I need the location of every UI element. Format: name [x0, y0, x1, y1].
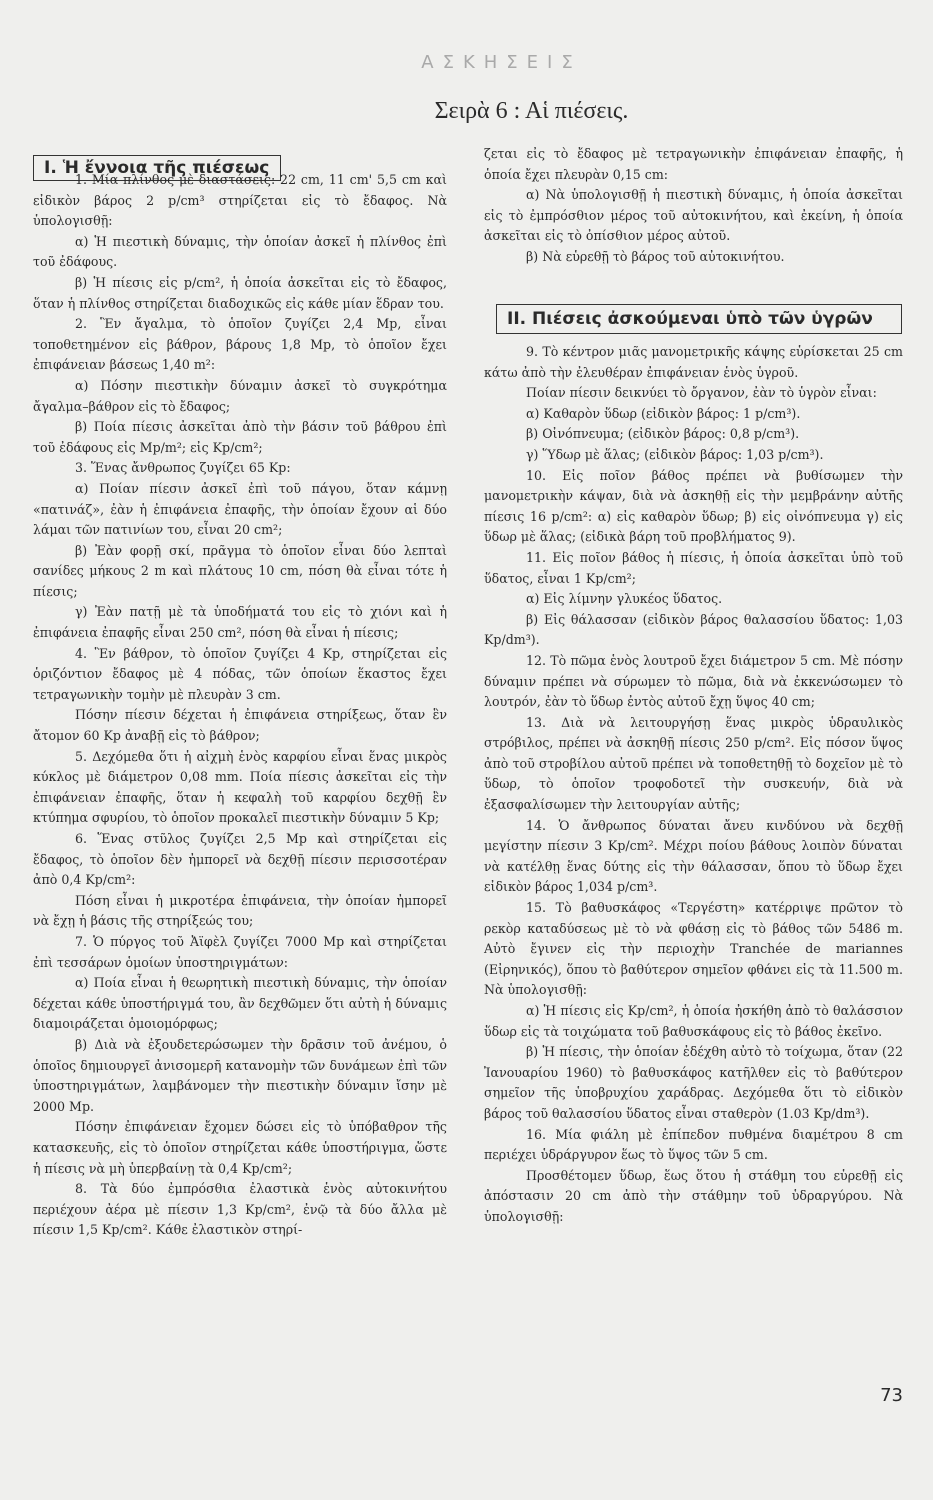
section-heading-two: II. Πιέσεις ἀσκούμεναι ὑπὸ τῶν ὑγρῶν — [496, 304, 902, 334]
paragraph: β) Ἡ πίεσις, τὴν ὁποίαν ἐδέχθη αὐτὸ τὸ τοίχωμα, ὅταν (22 Ἰανουαρίου 1960) τὸ βαθυσκάφος κατῆλθεν εἰς τὸ βαθύτερον σημεῖον τῆς ὑποβρυχίου χαράδρας. Δεχόμεθα ὅτι τὸ εἰδικὸν βάρος τοῦ θαλασσίου ὕδατος εἶναι σταθερὸν (1.03 Kp/dm³). — [484, 1044, 903, 1121]
paragraph: Πόσην πίεσιν δέχεται ἡ ἐπιφάνεια στηρίξεως, ὅταν ἓν ἄτομον 60 Kp ἀναβῇ εἰς τὸ βάθρον; — [33, 707, 447, 744]
paragraph: α) Εἰς λίμνην γλυκέος ὕδατος. — [526, 591, 723, 607]
paragraph: β) Νὰ εὑρεθῇ τὸ βάρος τοῦ αὐτοκινήτου. — [526, 248, 785, 264]
paragraph: 6. Ἕνας στῦλος ζυγίζει 2,5 Mp καὶ στηρίζεται εἰς ἔδαφος, τὸ ὁποῖον δὲν ἠμπορεῖ νὰ δεχθῇ πίεσιν περισσοτέραν ἀπὸ 0,4 Kp/cm²: — [33, 831, 447, 888]
paragraph: β) Ἡ πίεσις εἰς p/cm², ἡ ὁποία ἀσκεῖται εἰς τὸ ἔδαφος, ὅταν ἡ πλίνθος στηρίζεται διαδοχικῶς εἰς κάθε μίαν ἕδραν του. — [33, 274, 447, 311]
paragraph: α) Ποίαν πίεσιν ἀσκεῖ ἐπὶ τοῦ πάγου, ὅταν κάμνῃ «πατινάζ», ἐὰν ἡ ἐπιφάνεια ἐπαφῆς, τὴν ὁποίαν ἔχουν αἱ δύο λάμαι τῶν πατινίων του, εἶναι 20 cm²; — [33, 480, 447, 538]
paragraph: ζεται εἰς τὸ ἔδαφος μὲ τετραγωνικὴν ἐπιφάνειαν ἐπαφῆς, ἡ ὁποία ἔχει πλευρὰν 0,15 cm: — [484, 146, 903, 182]
paragraph: 4. Ἓν βάθρον, τὸ ὁποῖον ζυγίζει 4 Kp, στηρίζεται εἰς ὁριζόντιον ἔδαφος μὲ 4 πόδας, τῶν ὁποίων ἕκαστος ἔχει τετραγωνικὴν τομὴν μὲ πλευρὰν 3 cm. — [33, 645, 447, 702]
paragraph: 10. Εἰς ποῖον βάθος πρέπει νὰ βυθίσωμεν τὴν μανομετρικὴν κάψαν, διὰ νὰ ἀσκηθῇ εἰς τὴν μεμβράνην αὐτῆς πίεσις 16 p/cm²: α) εἰς καθαρὸν ὕδωρ; β) εἰς οἰνόπνευμα γ) εἰς ὕδωρ μὲ ἅλας; (εἰδικὰ βάρη τοῦ προβλήματος 9). — [484, 467, 903, 545]
paragraph: 13. Διὰ νὰ λειτουργήσῃ ἕνας μικρὸς ὑδραυλικὸς στρόβιλος, πρέπει νὰ ἀσκηθῇ πίεσις 250 p/cm². Εἰς πόσον ὕψος ἀπὸ τοῦ στροβίλου αὐτοῦ πρέπει νὰ τοποθετηθῇ τὸ δοχεῖον μὲ τὸ ὕδωρ, τὸ ὁποῖον τροφοδοτεῖ τὴν συσκευήν, διὰ νὰ ἐξασφαλίσωμεν τὴν λειτουργίαν αὐτῆς; — [484, 714, 903, 813]
paragraph: 5. Δεχόμεθα ὅτι ἡ αἰχμὴ ἑνὸς καρφίου εἶναι ἕνας μικρὸς κύκλος μὲ διάμετρον 0,08 mm. Ποία πίεσις ἀσκεῖται εἰς τὴν ἐπιφάνειαν ἐπαφῆς, ὅταν ἡ κεφαλὴ τοῦ καρφίου δεχθῇ ἓν κτύπημα σφυρίου, τὸ ὁποῖον προκαλεῖ πιεστικὴν δύναμιν 5 Kp; — [33, 748, 447, 826]
paragraph: Πόσην ἐπιφάνειαν ἔχομεν δώσει εἰς τὸ ὑπόβαθρον τῆς κατασκευῆς, εἰς τὸ ὁποῖον στηρίζεται κάθε ὑποστήριγμα, ὥστε ἡ πίεσις νὰ μὴ ὑπερβαίνῃ τὰ 0,4 Kp/cm²; — [33, 1119, 447, 1176]
paragraph: β) Διὰ νὰ ἐξουδετερώσωμεν τὴν δρᾶσιν τοῦ ἀνέμου, ὁ ὁποῖος δημιουργεῖ ἀνισομερῆ κατανομὴν τῶν δυνάμεων ἐπὶ τῶν ὑποστηριγμάτων, λαμβάνομεν τὴν πιεστικὴν δύναμιν ἴσην μὲ 2000 Mp. — [33, 1036, 447, 1114]
paragraph: 3. Ἕνας ἄνθρωπος ζυγίζει 65 Kp: — [75, 460, 291, 476]
paragraph: 1. Μία πλίνθος μὲ διαστάσεις: 22 cm, 11 cm' 5,5 cm καὶ εἰδικὸν βάρος 2 p/cm³ στηρίζεται εἰς τὸ ἔδαφος. Νὰ ὑπολογισθῇ: — [33, 172, 447, 229]
paragraph: 9. Τὸ κέντρον μιᾶς μανομετρικῆς κάψης εὑρίσκεται 25 cm κάτω ἀπὸ τὴν ἐλευθέραν ἐπιφάνειαν ἑνὸς ὑγροῦ. — [484, 344, 903, 380]
section-header: ΑΣΚΗΣΕΙΣ — [421, 52, 582, 73]
paragraph: β) Εἰς θάλασσαν (εἰδικὸν βάρος θαλασσίου ὕδατος: 1,03 Kp/dm³). — [484, 611, 903, 648]
paragraph: α) Ἡ πίεσις εἰς Kp/cm², ἡ ὁποία ἠσκήθη ἀπὸ τὸ θαλάσσιον ὕδωρ εἰς τὰ τοιχώματα τοῦ βαθυσκάφους εἰς τὸ βάθος ἐκεῖνο. — [484, 1003, 903, 1039]
paragraph: β) Ποία πίεσις ἀσκεῖται ἀπὸ τὴν βάσιν τοῦ βάθρου ἐπὶ τοῦ ἐδάφους εἰς Mp/m²; εἰς Kp/cm²; — [33, 419, 447, 455]
paragraph: β) Ἐὰν φορῇ σκί, πρᾶγμα τὸ ὁποῖον εἶναι δύο λεπταὶ σανίδες μήκους 2 m καὶ πλάτους 10 cm, πόση θὰ εἶναι τότε ἡ πίεσις; — [33, 542, 447, 599]
paragraph: Προσθέτομεν ὕδωρ, ἕως ὅτου ἡ στάθμη του εὑρεθῇ εἰς ἀπόστασιν 20 cm ἀπὸ τὴν στάθμην τοῦ ὑδραργύρου. Νὰ ὑπολογισθῇ: — [484, 1167, 903, 1224]
paragraph: 11. Εἰς ποῖον βάθος ἡ πίεσις, ἡ ὁποία ἀσκεῖται ὑπὸ τοῦ ὕδατος, εἶναι 1 Kp/cm²; — [484, 549, 903, 586]
section-heading-one: I. Ἡ ἔννοια τῆς πιέσεως — [33, 155, 281, 181]
paragraph: 12. Τὸ πῶμα ἑνὸς λουτροῦ ἔχει διάμετρον 5 cm. Μὲ πόσην δύναμιν πρέπει νὰ σύρωμεν τὸ πῶμα, διὰ νὰ ἐκκενώσωμεν τὸ λουτρόν, ἐὰν τὸ ὕδωρ ἐντὸς αὐτοῦ ἔχῃ ὕψος 40 cm; — [484, 652, 903, 710]
paragraph: 7. Ὁ πύργος τοῦ Ἀϊφὲλ ζυγίζει 7000 Mp καὶ στηρίζεται ἐπὶ τεσσάρων ὁμοίων ὑποστηριγμάτων: — [33, 933, 447, 970]
right-column-top — [484, 144, 903, 268]
paragraph: α) Καθαρὸν ὕδωρ (εἰδικὸν βάρος: 1 p/cm³). — [526, 405, 801, 421]
left-column — [33, 170, 447, 1241]
paragraph: 2. Ἓν ἄγαλμα, τὸ ὁποῖον ζυγίζει 2,4 Mp, εἶναι τοποθετημένον εἰς βάθρον, βάρους 1,8 Mp, τὸ ὁποῖον ἔχει ἐπιφάνειαν βάσεως 1,40 m²: — [33, 316, 447, 373]
right-column — [484, 342, 903, 1228]
paragraph: Ποίαν πίεσιν δεικνύει τὸ ὄργανον, ἐὰν τὸ ὑγρὸν εἶναι: — [526, 385, 877, 401]
paragraph: 15. Τὸ βαθυσκάφος «Τεργέστη» κατέρριψε πρῶτον τὸ ρεκὸρ καταδύσεως μὲ τὸ νὰ φθάσῃ εἰς τὸ βάθος τῶν 5486 m. Αὐτὸ ἔγινεν εἰς τὴν περιοχὴν Tranchée de mariannes (Εἰρηνικός), ὅπου τὸ βαθύτερον σημεῖον φθάνει εἰς τὰ 11.500 m. Νὰ ὑπολογισθῇ: — [484, 900, 903, 998]
page-number: 73 — [880, 1385, 903, 1406]
series-title: Σειρὰ 6 : Αἱ πιέσεις. — [434, 98, 629, 124]
paragraph: 8. Τὰ δύο ἐμπρόσθια ἐλαστικὰ ἑνὸς αὐτοκινήτου περιέχουν ἀέρα μὲ πίεσιν 1,3 Kp/cm², ἐνῷ τὰ δύο ἄλλα μὲ πίεσιν 1,5 Kp/cm². Κάθε ἐλαστικὸν στηρί- — [33, 1181, 447, 1238]
paragraph: γ) Ὕδωρ μὲ ἅλας; (εἰδικὸν βάρος: 1,03 p/cm³). — [526, 446, 824, 462]
paragraph: α) Ποία εἶναι ἡ θεωρητικὴ πιεστικὴ δύναμις, τὴν ὁποίαν δέχεται κάθε ὑποστήριγμά του, ἂν δεχθῶμεν ὅτι αὐτὴ ἡ δύναμις διαμοιράζεται ὁμοιομόρφως; — [33, 975, 447, 1032]
paragraph: α) Πόσην πιεστικὴν δύναμιν ἀσκεῖ τὸ συγκρότημα ἄγαλμα–βάθρον εἰς τὸ ἔδαφος; — [33, 377, 447, 414]
paragraph: α) Ἡ πιεστικὴ δύναμις, τὴν ὁποίαν ἀσκεῖ ἡ πλίνθος ἐπὶ τοῦ ἐδάφους. — [33, 233, 447, 270]
paragraph: Πόση εἶναι ἡ μικροτέρα ἐπιφάνεια, τὴν ὁποίαν ἠμπορεῖ νὰ ἔχῃ ἡ βάσις τῆς στηρίξεώς του; — [33, 892, 447, 929]
paragraph: 14. Ὁ ἄνθρωπος δύναται ἄνευ κινδύνου νὰ δεχθῇ μεγίστην πίεσιν 3 Kp/cm². Μέχρι ποίου βάθους λοιπὸν δύναται νὰ κατέλθῃ ἕνας δύτης εἰς τὴν θάλασσαν, ὅπου τὸ ὕδωρ ἔχει εἰδικὸν βάρος 1,034 p/cm³. — [484, 817, 903, 895]
paragraph: 16. Μία φιάλη μὲ ἐπίπεδον πυθμένα διαμέτρου 8 cm περιέχει ὑδράργυρον ἕως τὸ ὕψος τῶν 5 cm. — [484, 1126, 903, 1163]
paragraph: β) Οἰνόπνευμα; (εἰδικὸν βάρος: 0,8 p/cm³). — [526, 426, 800, 442]
paragraph: γ) Ἐὰν πατῇ μὲ τὰ ὑποδήματά του εἰς τὸ χιόνι καὶ ἡ ἐπιφάνεια ἐπαφῆς εἶναι 250 cm², πόση θὰ εἶναι ἡ πίεσις; — [33, 604, 447, 641]
paragraph: α) Νὰ ὑπολογισθῇ ἡ πιεστικὴ δύναμις, ἡ ὁποία ἀσκεῖται εἰς τὸ ἐμπρόσθιον μέρος τοῦ αὐτοκινήτου, καὶ ἐκείνη, ἡ ὁποία ἀσκεῖται εἰς τὸ ὀπίσθιον μέρος αὐτοῦ. — [484, 187, 903, 244]
